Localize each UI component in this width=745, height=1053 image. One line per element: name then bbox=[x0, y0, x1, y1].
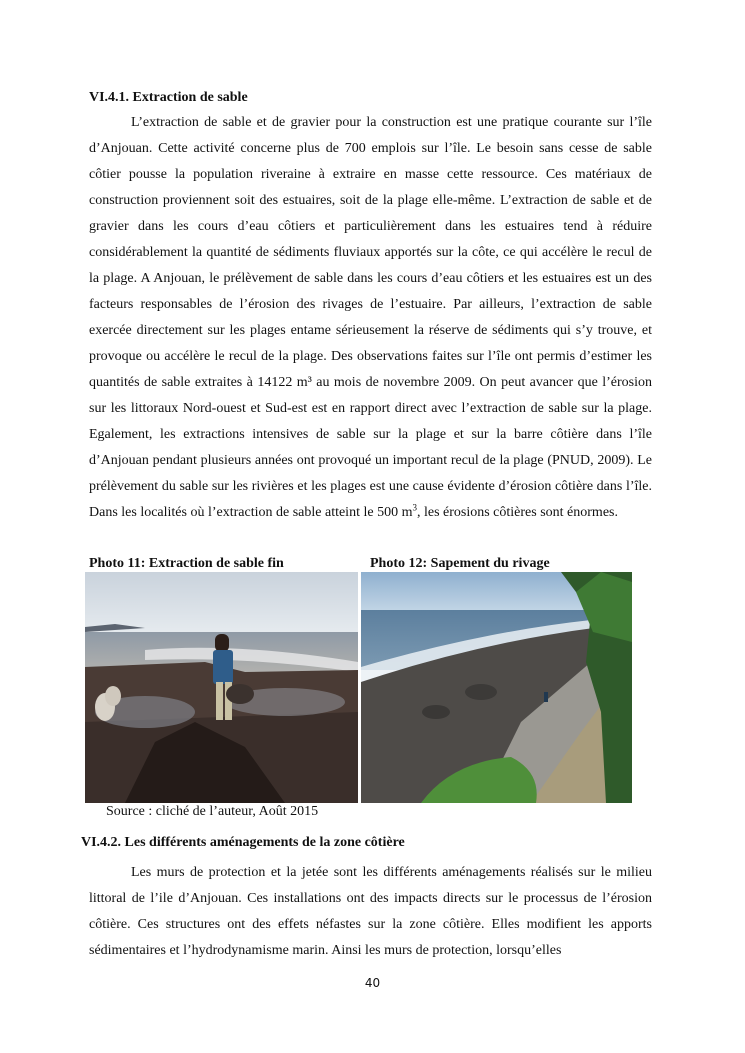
paragraph-amenagements: Les murs de protection et la jetée sont les différents aménagements réalisés sur le milieu littoral de l’ile d’Anjouan. Ces installations ont des impacts directs sur le processus de l’érosion côtière. Ces structures ont des effets néfastes sur la zone côtière. Elles modifient les apports sédimentaires et l’hydrodynamisme marin. Ainsi les murs de protection, lorsqu’elles bbox=[89, 865, 652, 958]
superscript-cubic: 3 bbox=[412, 502, 417, 513]
photo-source: Source : cliché de l’auteur, Août 2015 bbox=[106, 804, 319, 819]
photo-shore-undermining bbox=[361, 572, 632, 803]
photo-sand-extraction bbox=[85, 572, 358, 803]
photo-11-caption: Photo 11: Extraction de sable fin bbox=[89, 556, 284, 571]
photo-12-caption: Photo 12: Sapement du rivage bbox=[370, 556, 550, 571]
page-number: 40 bbox=[364, 976, 381, 990]
paragraph-extraction bbox=[89, 110, 652, 526]
paragraph-extraction-text: L’extraction de sable et de gravier pour la construction est une pratique courante sur l’île d’Anjouan. Cette activité concerne plus de 700 emplois sur l’île. Le besoin sans cesse de sable côtier pousse la population riveraine à extraire en masse cette ressource. Ces matériaux de construction proviennent soit des estuaires, soit de la plage elle-même. L’extraction de sable et de gravier dans les cours d’eau côtiers et particulièrement dans les estuaires tend à réduire considérablement la quantité de sédiments fluviaux apportés sur la côte, ce qui accélère le recul de la plage. A Anjouan, le prélèvement de sable dans les cours d’eau côtiers et les estuaires est un des facteurs responsables de l’érosion des rivages de l’estuaire. Par ailleurs, l’extraction de sable exercée directement sur les plages entame sérieusement la réserve de sédiments qui s’y trouve, et provoque ou accélère le recul de la plage. Des observations faites sur l’île ont permis d’estimer les quantités de sable extraites à 14122 m³ au mois de novembre 2009. On peut avancer que l’érosion sur les littoraux Nord-ouest et Sud-est est en rapport direct avec l’extraction de sable sur la plage. Egalement, les extractions intensives de sable sur la plage et sur la barre côtière dans l’île d’Anjouan pendant plusieurs années ont provoqué un important recul de la plage (PNUD, 2009). Le prélèvement du sable sur les rivières et les plages est une cause évidente d’érosion côtière dans l’île. Dans les localités où l’extraction de sable atteint le 500 m bbox=[89, 115, 652, 520]
section-heading-amenagements: VI.4.2. Les différents aménagements de la zone côtière bbox=[81, 835, 405, 850]
paragraph-extraction-end: , les érosions côtières sont énormes. bbox=[416, 505, 618, 520]
section-heading-extraction: VI.4.1. Extraction de sable bbox=[89, 90, 248, 105]
